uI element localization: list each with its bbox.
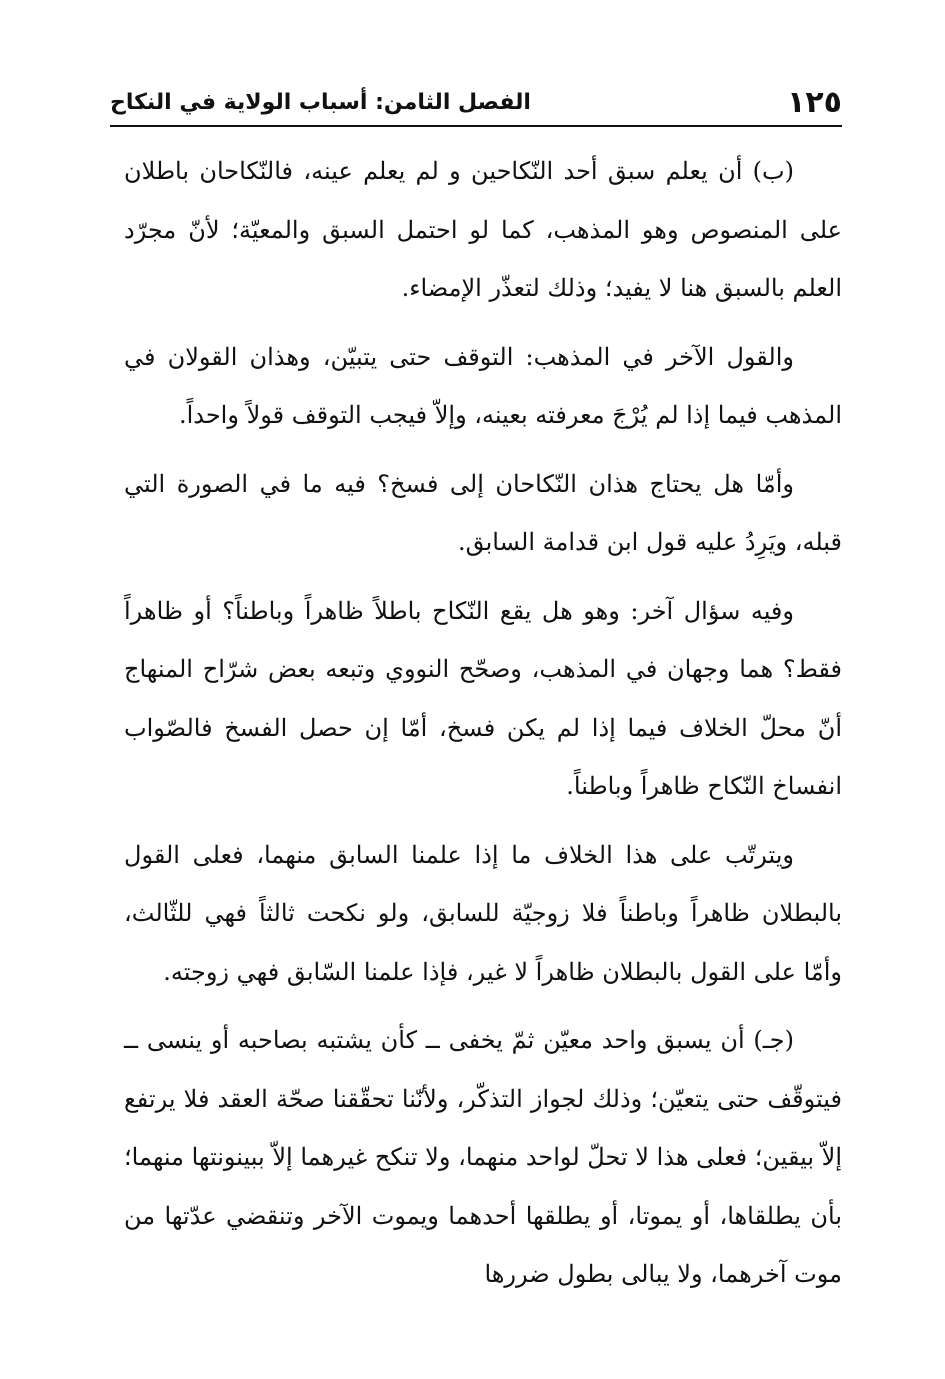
paragraph-another-question: وفيه سؤال آخر: وهو هل يقع النّكاح باطلاً ظاهراً وباطناً؟ أو ظاهراً فقط؟ هما وجهان في المذهب، وصحّح النووي وتبعه بعض شرّاح المنهاج أنّ محلّ الخلاف فيما إذا لم يكن فسخ، أمّا إن حصل الفسخ فالصّواب انفساخ النّكاح ظاهراً وباطناً. <box>124 596 842 800</box>
header-rule <box>110 125 842 127</box>
paragraph-b: (ب) أن يعلم سبق أحد النّكاحين و لم يعلم عينه، فالنّكاحان باطلان على المنصوص وهو المذهب، كما لو احتمل السبق والمعيّة؛ لأنّ مجرّد العلم بالسبق هنا لا يفيد؛ وذلك لتعذّر الإمضاء. <box>124 157 842 302</box>
body-text <box>124 142 842 1314</box>
paragraph-annulment-question: وأمّا هل يحتاج هذان النّكاحان إلى فسخ؟ فيه ما في الصورة التي قبله، ويَرِدُ عليه قول ابن قدامة السابق. <box>124 469 842 556</box>
paragraph-c: (جـ) أن يسبق واحد معيّن ثمّ يخفى ــ كأن يشتبه بصاحبه أو ينسى ــ فيتوقّف حتى يتعيّن؛ وذلك لجواز التذكّر، ولأنّنا تحقّقنا صحّة العقد فلا يرتفع إلاّ بيقين؛ فعلى هذا لا تحلّ لواحد منهما، ولا تنكح غيرهما إلاّ ببينونتها منهما؛ بأن يطلقاها، أو يموتا، أو يطلقها أحدهما ويموت الآخر وتنقضي عدّتها من موت آخرهما، ولا يبالى بطول ضررها <box>124 1026 842 1288</box>
paragraph-other-view: والقول الآخر في المذهب: التوقف حتى يتبيّن، وهذان القولان في المذهب فيما إذا لم يُرْجَ معرفته بعينه، وإلاّ فيجب التوقف قولاً واحداً. <box>124 342 842 429</box>
page-header <box>110 80 842 124</box>
page-number: ١٢٥ <box>787 85 842 120</box>
running-title: الفصل الثامن: أسباب الولاية في النكاح <box>110 90 531 115</box>
paragraph-consequence: ويترتّب على هذا الخلاف ما إذا علمنا السابق منهما، فعلى القول بالبطلان ظاهراً وباطناً فلا زوجيّة للسابق، ولو نكحت ثالثاً فهي للثّالث، وأمّا على القول بالبطلان ظاهراً لا غير، فإذا علمنا السّابق فهي زوجته. <box>124 840 842 986</box>
